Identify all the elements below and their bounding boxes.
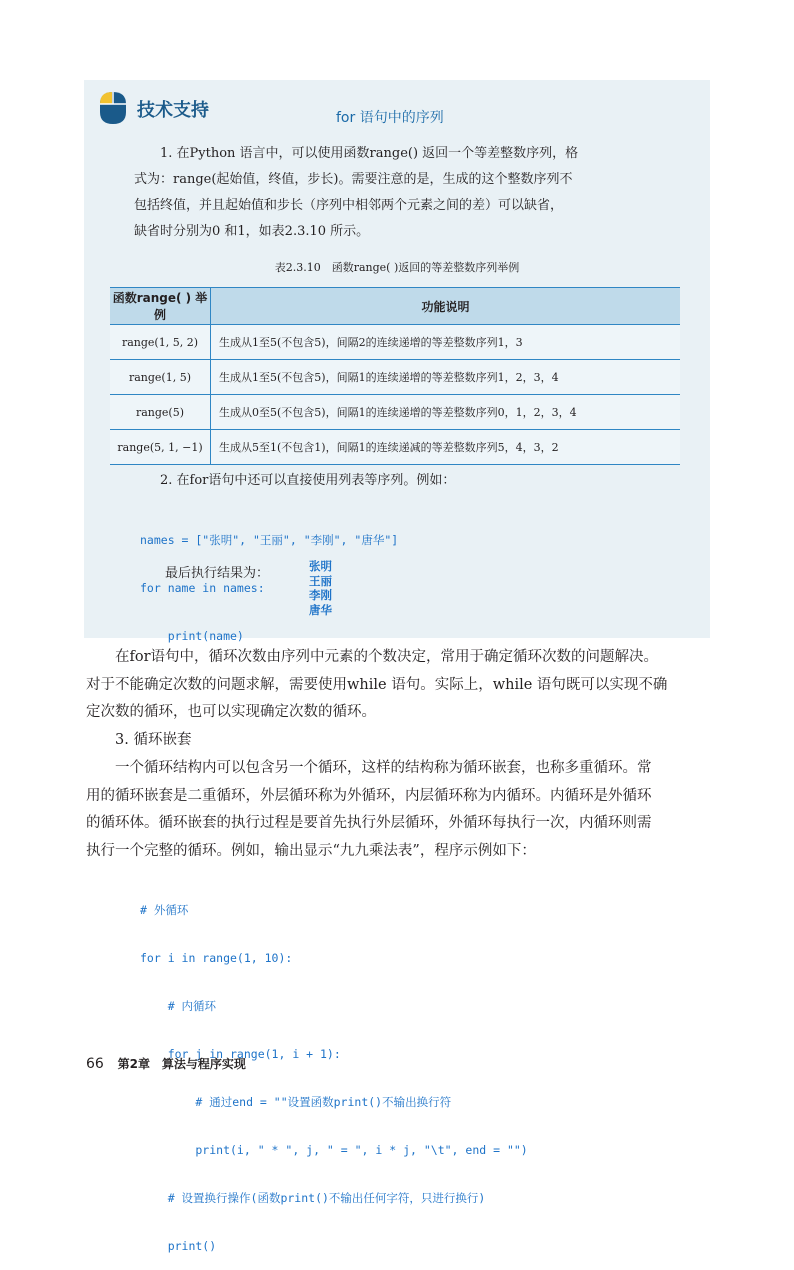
chapter-label: 第2章 — [117, 1057, 151, 1071]
table-row: range(5, 1, −1) 生成从5至1(不包含1)，间隔1的连续递减的等差整数序列5，4，3，2 — [110, 430, 680, 465]
table-row: range(5) 生成从0至5(不包含5)，间隔1的连续递增的等差整数序列0，1，2，3，4 — [110, 395, 680, 430]
chapter-title: 算法与程序实现 — [161, 1057, 246, 1071]
table-caption: 表2.3.10 函数range( )返回的等差整数序列举例 — [274, 261, 520, 274]
mouse-icon — [98, 90, 128, 126]
range-table — [110, 287, 680, 465]
output-label: 最后执行结果为： — [165, 566, 270, 581]
table-row: range(1, 5, 2) 生成从1至5(不包含5)，间隔2的连续递增的等差整数序列1，3 — [110, 325, 680, 360]
box-subtitle: for 语句中的序列 — [336, 110, 444, 126]
table-header-row — [110, 288, 680, 325]
page-footer — [86, 1055, 246, 1072]
names-code-block: names = ["张明", "王丽", "李刚", "唐华"] for name in names: print(name) — [140, 533, 399, 643]
for-loop-paragraph: 在for语句中，循环次数由序列中元素的个数决定，常用于确定循环次数的问题解决。 对于不能确定次数的问题求解，需要使用while 语句。实际上，while 语句既可以实现不确 定次数的循环，也可以实现确定次数的循环。 — [86, 649, 668, 720]
box-title: 技术支持 — [137, 100, 209, 121]
multiplication-code-block: # 外循环 for i in range(1, 10): # 内循环 for j in range(1, i + 1): # 通过end = ""设置函数print()不输出换行符 print(i, " * ", j, " = ", i * j, "\t", end = "") # 设置换行操作(函数print()不输出任何字符，只进行换行) print() — [140, 903, 528, 1253]
range-paragraph: 1. 在Python 语言中，可以使用函数range() 返回一个等差整数序列，格 式为：range(起始值，终值，步长)。需要注意的是，生成的这个整数序列不 包括终值，并且起始值和步长（序列中相邻两个元素之间的差）可以缺省， 缺省时分别为0 和1，如表2.3.10 所示。 — [134, 146, 579, 239]
table-row: range(1, 5) 生成从1至5(不包含5)，间隔1的连续递增的等差整数序列1，2，3，4 — [110, 360, 680, 395]
output-list: 张明 王丽 李刚 唐华 — [309, 559, 332, 617]
list-paragraph: 2. 在for语句中还可以直接使用列表等序列。例如： — [160, 473, 456, 488]
nested-loop-paragraph: 一个循环结构内可以包含另一个循环，这样的结构称为循环嵌套，也称多重循环。常 用的循环嵌套是二重循环，外层循环称为外循环，内层循环称为内循环。内循环是外循环 的循环体。循环嵌套的执行过程是要首先执行外层循环，外循环每执行一次，内循环则需 执行一个完整的循环。例如，输出显示“九九乘法表”，程序示例如下： — [86, 760, 652, 859]
section-heading: 3. 循环嵌套 — [115, 732, 192, 748]
column-header: 函数range( ) 举例 — [110, 288, 211, 325]
column-header: 功能说明 — [211, 288, 681, 325]
page-number: 66 — [86, 1056, 104, 1072]
